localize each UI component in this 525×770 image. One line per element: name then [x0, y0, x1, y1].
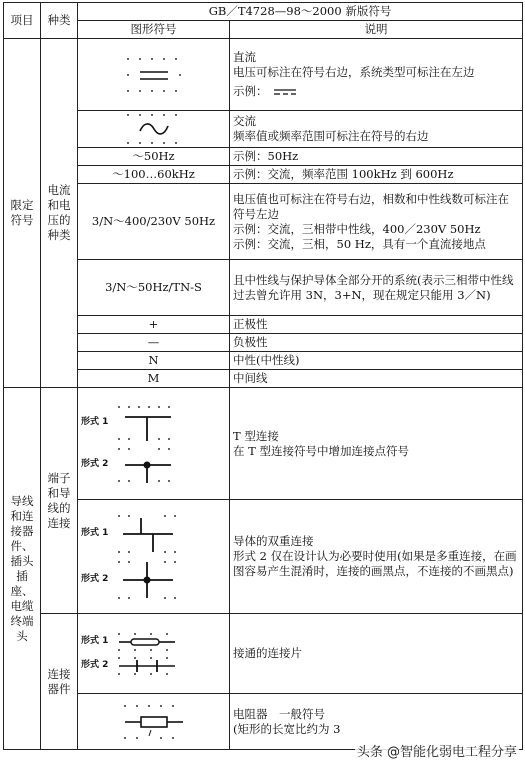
header-symbol: 图形符号: [78, 21, 230, 39]
section-kind-connectors: 连接器件: [41, 614, 78, 750]
resistor-desc-note: (矩形的长宽比约为 3: [233, 721, 341, 736]
ac-desc: [230, 111, 523, 148]
double-connection-symbol-cell: [78, 500, 230, 614]
dc-symbol-icon: [124, 55, 184, 95]
t-connection-note: 在 T 型连接符号中增加连接点符号: [233, 443, 409, 458]
dc-desc-title: 直流: [233, 50, 256, 64]
t-junction-dot-icon: [115, 445, 179, 485]
three-phase-desc-example-1: 示例：交流，三相带中性线，400／230V 50Hz: [233, 221, 481, 236]
tn-s-desc: 且中性线与保护导体全部分开的系统(表示三相带中性线过去曾允许用 3N，3+N，现在规定只能用 3／N): [230, 260, 523, 316]
ac-symbol-cell: [78, 111, 230, 148]
dc-desc: [230, 39, 523, 111]
section-kind-terminals: 端子和导线的连接: [41, 388, 78, 614]
section-item-qualifying-symbols: 限定符号: [4, 39, 41, 388]
negative-symbol: —: [78, 334, 230, 352]
positive-desc: 正极性: [230, 316, 523, 334]
header-kind: 种类: [41, 3, 78, 39]
link-bar-icon: [115, 655, 179, 677]
positive-symbol: +: [78, 316, 230, 334]
t-form2-label: 形式 2: [81, 459, 109, 469]
ac-desc-title: 交流: [233, 114, 256, 128]
double-junction-icon: [115, 512, 179, 556]
double-connection-desc: [230, 500, 523, 614]
midline-symbol: M: [78, 370, 230, 388]
section-item-conductors-connectors: 导线和连接器件、插头插座、电缆终端头: [4, 388, 41, 750]
tn-s-symbol: 3/N～50Hz/TN-S: [78, 260, 230, 316]
watermark: 头条 @智能化弱电工程分享: [355, 741, 519, 760]
resistor-symbol-cell: [78, 694, 230, 750]
t-connection-desc: [230, 388, 523, 500]
three-phase-desc: [230, 184, 523, 260]
standard-title: GB／T4728—98～2000 新版符号: [78, 3, 523, 21]
double-form1-label: 形式 1: [81, 528, 109, 538]
double-connection-title: 导体的双重连接: [233, 534, 314, 548]
negative-desc: 负极性: [230, 334, 523, 352]
ac-range-desc: 示例：交流，频率范围 100kHz 到 600Hz: [230, 166, 523, 184]
double-form2-label: 形式 2: [81, 574, 109, 584]
connector-desc: 接通的连接片: [230, 614, 523, 694]
symbol-table: [3, 2, 523, 750]
t-connection-symbol-cell: [78, 388, 230, 500]
link-icon: [115, 631, 179, 653]
double-connection-note: 形式 2 仅在设计认为必要时使用(如果是多重连接，在画图容易产生混淆时，连接的画黑点，不连接的不画黑点): [233, 549, 517, 578]
t-connection-title: T 型连接: [233, 428, 279, 443]
three-phase-symbol: 3/N～400/230V 50Hz: [78, 184, 230, 260]
ac-symbol-icon: [124, 112, 184, 146]
connector-form2-label: 形式 2: [81, 660, 109, 670]
dc-symbol-cell: [78, 39, 230, 111]
section-kind-current-voltage: 电流和电压的种类: [41, 39, 78, 388]
connector-symbol-cell: [78, 614, 230, 694]
t-form1-label: 形式 1: [81, 417, 109, 427]
dc-example-glyph-icon: [272, 87, 298, 97]
resistor-icon: [119, 702, 189, 742]
dc-desc-example: 示例：: [233, 84, 268, 98]
dc-desc-note: 电压可标注在符号右边，系统类型可标注在左边: [233, 65, 475, 79]
midline-desc: 中间线: [230, 370, 523, 388]
ac-50hz-desc: 示例：50Hz: [230, 148, 523, 166]
header-desc: 说明: [230, 21, 523, 39]
resistor-desc-title: 电阻器 一般符号: [233, 706, 325, 721]
ac-50hz-symbol: ～50Hz: [78, 148, 230, 166]
cross-junction-dot-icon: [115, 558, 179, 602]
connector-form1-label: 形式 1: [81, 636, 109, 646]
three-phase-desc-note: 电压值也可标注在符号右边，相数和中性线数可标注在符号左边: [233, 191, 509, 221]
t-junction-icon: [115, 403, 179, 443]
three-phase-desc-example-2: 示例：交流，三相，50 Hz，具有一个直流接地点: [233, 236, 486, 251]
neutral-symbol: N: [78, 352, 230, 370]
header-item: 项目: [4, 3, 41, 39]
neutral-desc: 中性(中性线): [230, 352, 523, 370]
ac-range-symbol: ～100…60kHz: [78, 166, 230, 184]
ac-desc-note: 频率值或频率范围可标注在符号的右边: [233, 129, 429, 143]
